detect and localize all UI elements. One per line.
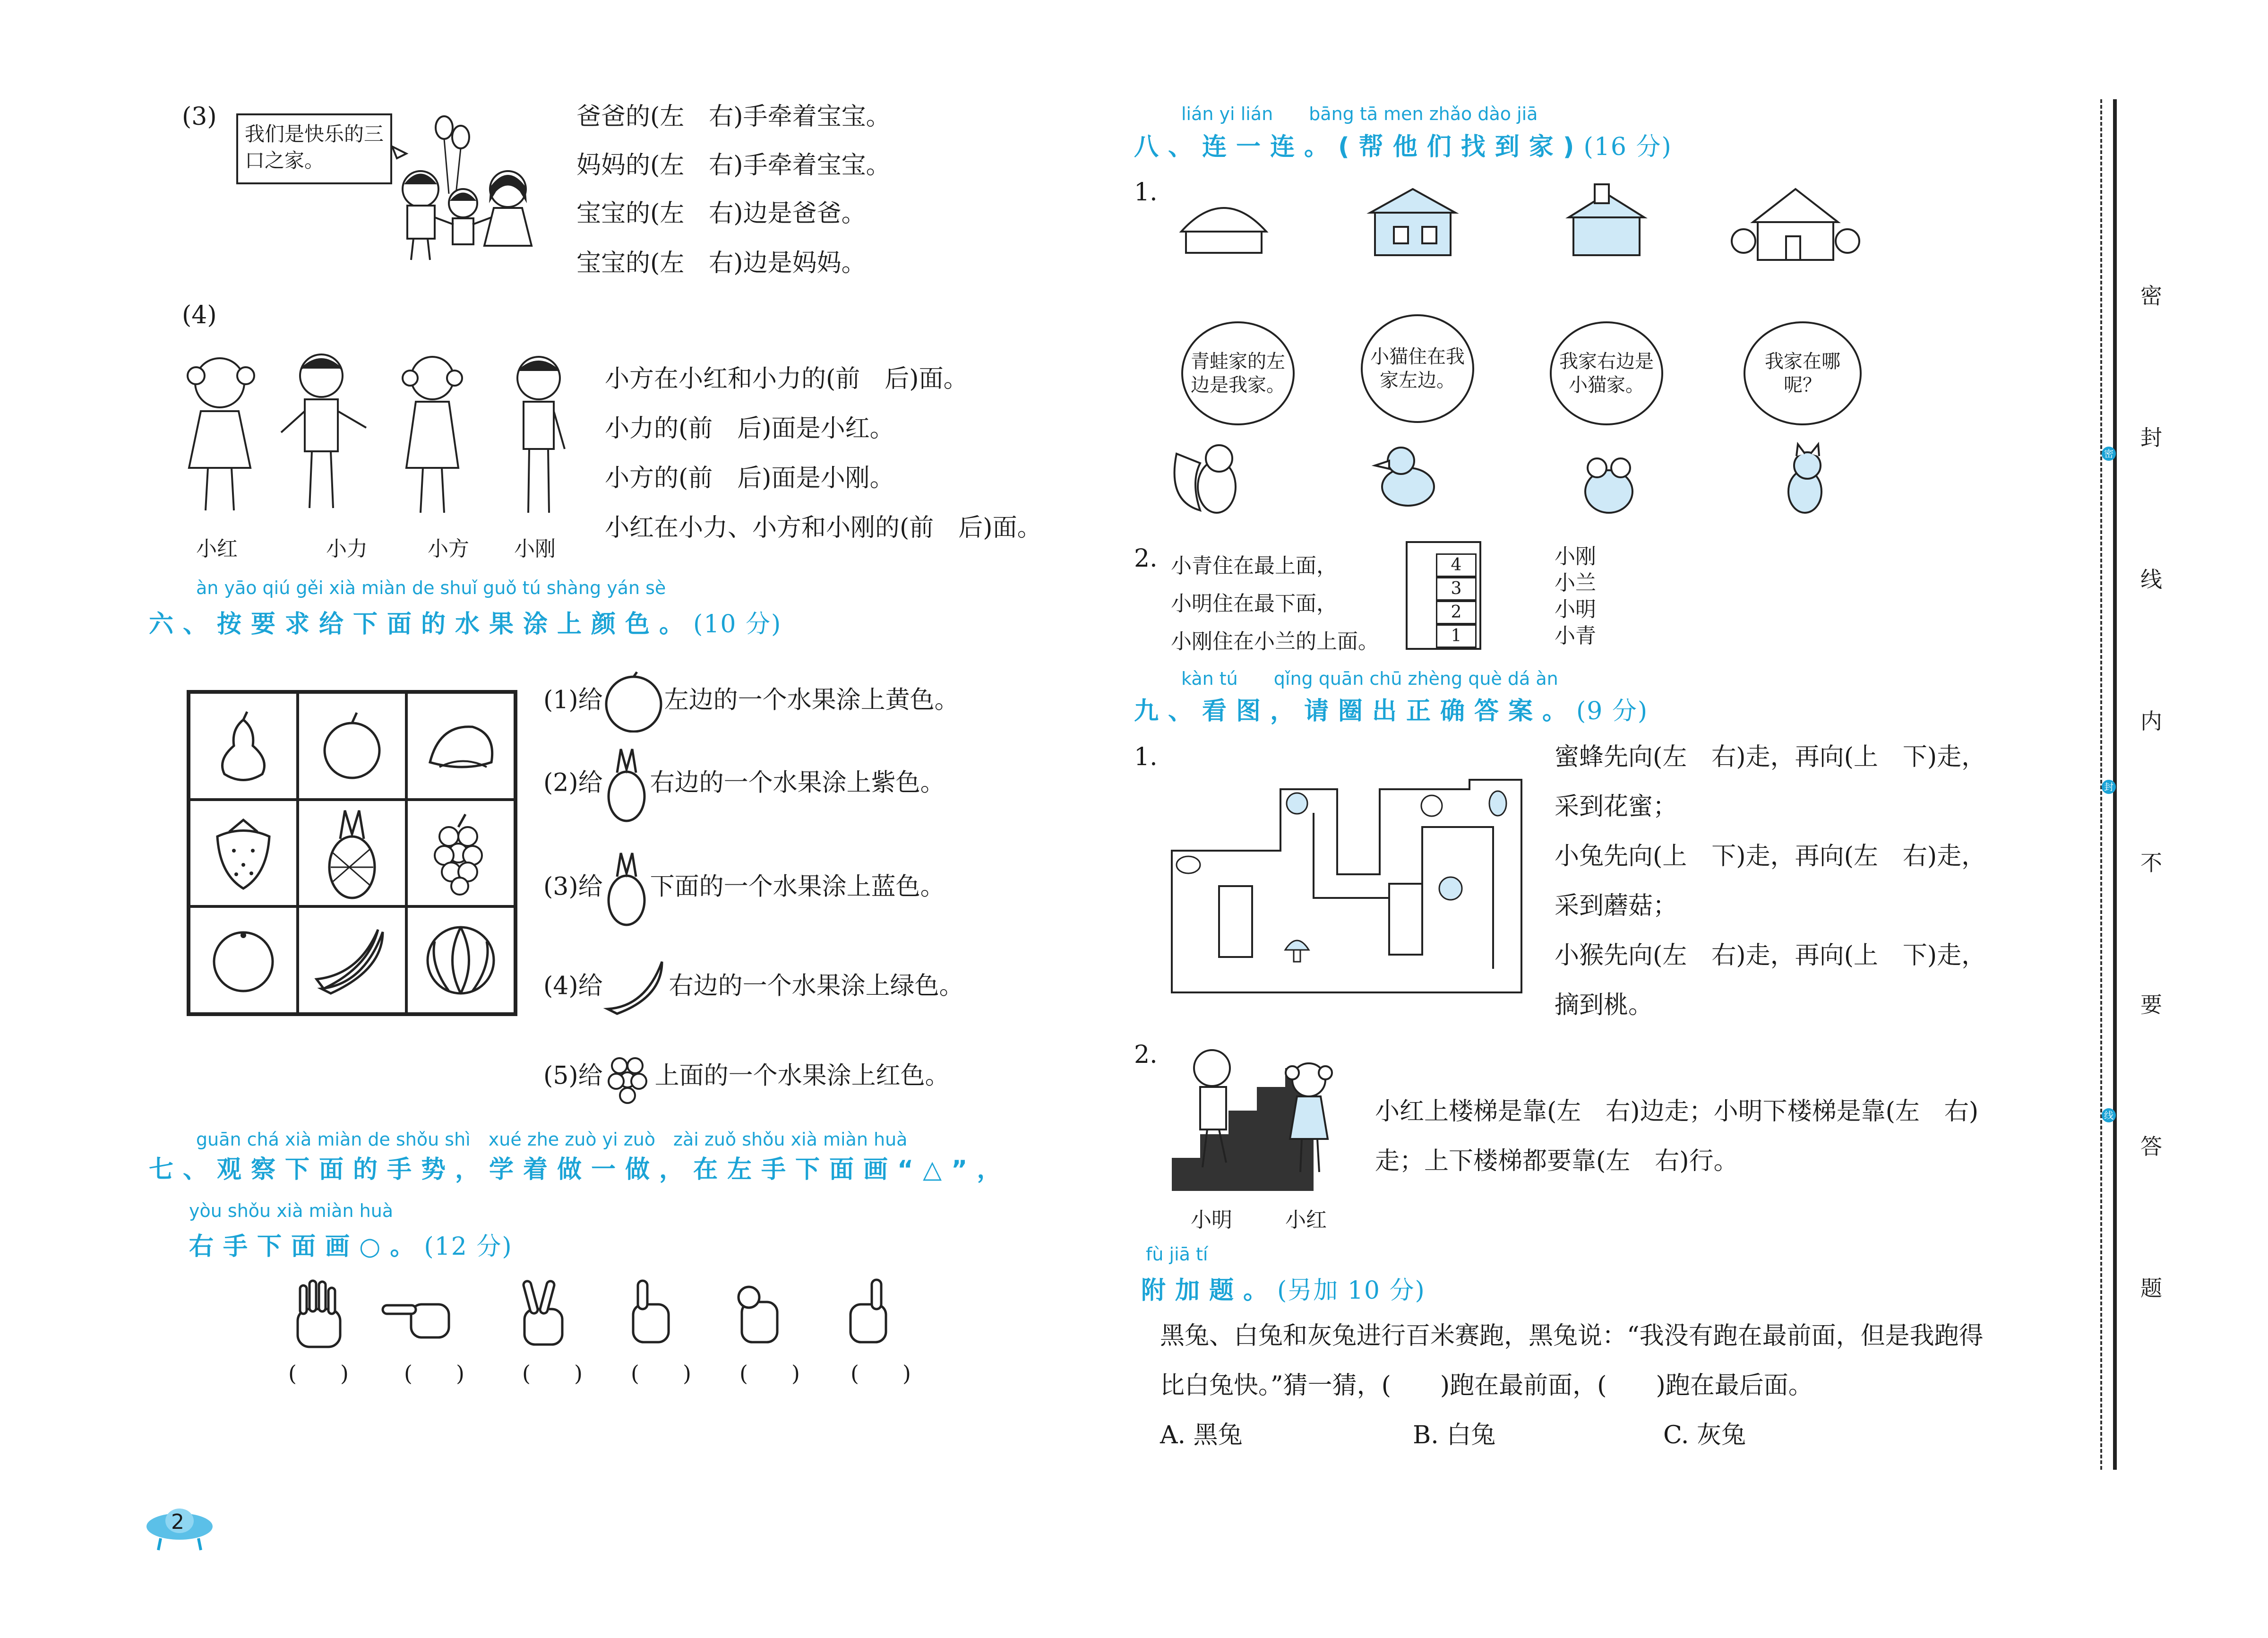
margin-char-8: 题 (2140, 1276, 2162, 1301)
extra-pinyin: fù jiā tí (1146, 1244, 1208, 1265)
resident-xiaoming[interactable]: 小明 (1555, 597, 1596, 621)
victory-hand-icon (523, 1280, 562, 1345)
gesture-answer-1[interactable]: ( ) (288, 1361, 349, 1386)
gesture-answer-5[interactable]: ( ) (739, 1361, 800, 1386)
blue-house-icon (1370, 189, 1455, 255)
s6-item-1-post: 左边的一个水果涂上黄色。 (664, 686, 959, 715)
s9-q1-line-6: 摘到桃。 (1555, 991, 1653, 1019)
page-number: 2 (171, 1510, 184, 1534)
hand-gestures-row (288, 1276, 940, 1352)
option-c[interactable]: C. 灰兔 (1663, 1421, 1746, 1449)
s9-q1-line-2: 采到花蜜； (1555, 793, 1678, 821)
gesture-answer-6[interactable]: ( ) (850, 1361, 911, 1386)
fruit-cell-watermelon[interactable] (406, 906, 515, 1014)
s8-score: (16 分) (1583, 133, 1672, 161)
s6-item-4-post: 右边的一个水果涂上绿色。 (669, 972, 964, 1000)
pointing-hand-icon (383, 1304, 449, 1337)
stairs-name-xiaohong: 小红 (1285, 1208, 1327, 1232)
banana-icon (603, 957, 669, 1018)
monkey-icon (1439, 877, 1462, 900)
floor-1: 1 (1436, 624, 1477, 648)
resident-names (1555, 543, 1596, 649)
s6-item-3 (543, 851, 945, 926)
gesture-answer-2[interactable]: ( ) (404, 1361, 464, 1386)
margin-char-5: 不 (2140, 850, 2162, 876)
fruit-cell-strawberry[interactable] (189, 800, 298, 907)
margin-char-3: 线 (2140, 567, 2162, 592)
s9-score: (9 分) (1576, 697, 1649, 725)
s8-q2-clues (1171, 547, 1379, 661)
s6-item-2 (543, 747, 945, 822)
seal-circle-2: 封 (2102, 780, 2116, 794)
banana-icon (312, 922, 392, 998)
animals-row (1172, 435, 1871, 525)
margin-char-1: 密 (2140, 283, 2162, 309)
s6-item-2-post: 右边的一个水果涂上紫色。 (650, 768, 945, 797)
s7-title-1: 七、观察下面的手势，学着做一做，在左手下面画“△”， (149, 1155, 1011, 1184)
q3-line-1: 爸爸的(左 右)手牵着宝宝。 (576, 103, 891, 131)
margin-char-6: 要 (2140, 992, 2162, 1017)
s6-item-3-pre: (3)给 (543, 872, 603, 901)
tower-house-icon (1569, 184, 1644, 255)
fruit-cell-apple[interactable] (298, 692, 406, 800)
extra-title-text: 附加题。 (1141, 1276, 1278, 1305)
fruit-cell-peach[interactable] (406, 692, 515, 800)
s9-q1-line-4: 采到蘑菇； (1555, 892, 1678, 920)
s6-item-4 (543, 957, 964, 1018)
cat-speech-bubble: 小猫住在我家左边。 (1361, 314, 1474, 423)
frog-icon (1585, 458, 1632, 513)
s7-title-2 (189, 1226, 513, 1262)
s6-item-1-pre: (1)给 (543, 686, 603, 715)
houses-row (1172, 180, 1881, 274)
resident-xiaoqing[interactable]: 小青 (1555, 624, 1596, 648)
grapes-icon (603, 1044, 655, 1111)
duck-icon (1375, 448, 1434, 506)
cat-icon (1788, 444, 1821, 513)
stairs-name-xiaoming: 小明 (1191, 1208, 1232, 1232)
s6-item-4-pre: (4)给 (543, 972, 603, 1000)
q4-line-2: 小力的(前 后)面是小红。 (605, 414, 894, 443)
s7-score: (12 分) (424, 1233, 513, 1261)
margin-char-4: 内 (2140, 708, 2162, 734)
s9-q2-line-2: 走；上下楼梯都要靠(左 右)行。 (1375, 1147, 1738, 1175)
q4-number: (4) (182, 301, 217, 329)
s8-title-text: 八、连一连。(帮他们找到家) (1134, 133, 1584, 161)
s8-q2-clue-1: 小青住在最上面， (1171, 554, 1337, 578)
stairs-illustration (1167, 1040, 1366, 1200)
s9-q1-line-1: 蜜蜂先向(左 右)走，再向(上 下)走， (1555, 743, 1986, 771)
floor-2: 2 (1436, 601, 1477, 624)
s9-q1-line-3: 小兔先向(上 下)走，再向(左 右)走， (1555, 842, 1986, 871)
q3-line-3: 宝宝的(左 右)边是爸爸。 (576, 199, 866, 228)
ok-hand-icon (739, 1287, 777, 1342)
kitten-speech-bubble: 我家在哪呢？ (1744, 321, 1862, 425)
s8-q2-number: 2. (1134, 544, 1158, 573)
name-xiaohong: 小红 (196, 537, 238, 561)
s8-q2-clue-3: 小刚住在小兰的上面。 (1171, 629, 1379, 654)
s6-title-text: 六、按要求给下面的水果涂上颜色。 (149, 610, 694, 638)
extra-title (1141, 1270, 1426, 1306)
seal-circle-3: 线 (2102, 1108, 2116, 1122)
peach-icon (421, 710, 501, 781)
fruit-cell-pineapple[interactable] (298, 800, 406, 907)
name-xiaoli: 小力 (326, 537, 368, 561)
fruit-grid (187, 690, 517, 1016)
s9-title-text: 九、看图，请圈出正确答案。 (1134, 697, 1577, 725)
fruit-cell-orange[interactable] (189, 906, 298, 1014)
s6-pinyin: àn yāo qiú gěi xià miàn de shuǐ guǒ tú shàng yán sè (196, 578, 666, 598)
option-b[interactable]: B. 白兔 (1413, 1421, 1496, 1449)
name-xiaogang: 小刚 (514, 537, 556, 561)
fruit-cell-banana[interactable] (298, 906, 406, 1014)
s8-q2-clue-2: 小明住在最下面， (1171, 592, 1337, 616)
s9-q1-number: 1. (1134, 743, 1158, 771)
margin-char-2: 封 (2140, 425, 2162, 450)
s6-item-1 (543, 671, 959, 733)
watermelon-icon (421, 920, 501, 1000)
frog-speech-bubble: 青蛙家的左边是我家。 (1181, 321, 1295, 425)
s6-score: (10 分) (693, 610, 782, 638)
cottage-house-icon (1732, 189, 1859, 260)
s8-title (1134, 127, 1672, 162)
squirrel-icon (1175, 445, 1236, 513)
margin-char-7: 答 (2140, 1134, 2162, 1159)
s9-q2-number: 2. (1134, 1041, 1158, 1069)
q3-line-4: 宝宝的(左 右)边是妈妈。 (576, 249, 866, 277)
flower-icon (1287, 793, 1307, 814)
open-hand-icon (298, 1281, 340, 1347)
gesture-answer-3[interactable]: ( ) (522, 1361, 583, 1386)
hut-house-icon (1181, 208, 1266, 253)
pear-icon (210, 708, 276, 784)
q4-line-4: 小红在小力、小方和小刚的(前 后)面。 (605, 514, 1042, 542)
s7-pinyin-1: guān chá xià miàn de shǒu shì xué zhe zuò yi zuò zài zuǒ shǒu xià miàn huà (196, 1129, 908, 1150)
gesture-answer-4[interactable]: ( ) (631, 1361, 691, 1386)
s6-item-5 (543, 1044, 950, 1111)
pineapple-icon (603, 747, 650, 822)
s7-pinyin-2: yòu shǒu xià miàn huà (189, 1200, 394, 1221)
family-speech-box: 我们是快乐的三口之家。 (236, 113, 392, 184)
apple-icon (603, 671, 664, 733)
q3-line-2: 妈妈的(左 右)手牵着宝宝。 (576, 151, 891, 180)
children-illustration (180, 350, 576, 539)
orange-icon (208, 925, 279, 996)
floor-4: 4 (1436, 553, 1477, 577)
apartment-building (1406, 541, 1481, 650)
bee-icon (1177, 856, 1200, 873)
fruit-cell-grapes[interactable] (406, 800, 515, 907)
thumbs-up-icon (633, 1281, 669, 1342)
s8-q1-number: 1. (1134, 178, 1158, 207)
q3-number: (3) (182, 103, 217, 131)
name-xiaofang: 小方 (428, 537, 469, 561)
resident-xiaogang[interactable]: 小刚 (1555, 544, 1596, 569)
extra-score: (另加 10 分) (1277, 1276, 1426, 1305)
s9-q1-line-5: 小猴先向(左 右)走，再向(上 下)走， (1555, 941, 1986, 970)
s9-title (1134, 691, 1648, 726)
s6-title (149, 604, 782, 639)
s6-item-5-pre: (5)给 (543, 1061, 603, 1090)
q4-line-1: 小方在小红和小力的(前 后)面。 (605, 365, 968, 393)
rabbit-icon (1489, 791, 1506, 816)
s8-pinyin: lián yi lián bāng tā men zhǎo dào jiā (1181, 103, 1538, 124)
duck-speech-bubble: 我家右边是小猫家。 (1550, 321, 1663, 425)
s6-item-5-post: 上面的一个水果涂上红色。 (654, 1061, 950, 1090)
seal-circle-1: 密 (2102, 447, 2116, 461)
q4-line-3: 小方的(前 后)面是小刚。 (605, 464, 894, 492)
s6-item-2-pre: (2)给 (543, 768, 603, 797)
extra-line-1: 黑兔、白兔和灰兔进行百米赛跑，黑兔说：“我没有跑在最前面，但是我跑得 (1160, 1322, 1984, 1350)
s9-q2-line-1: 小红上楼梯是靠(左 右)边走；小明下楼梯是靠(左 右) (1375, 1097, 1979, 1126)
family-illustration (378, 109, 548, 265)
grapes-icon (428, 810, 494, 896)
s9-pinyin: kàn tú qǐng quān chū zhèng què dá àn (1181, 668, 1558, 689)
pineapple-icon (321, 806, 383, 900)
pineapple-icon (603, 851, 650, 926)
peach-icon (1421, 795, 1442, 816)
s6-item-3-post: 下面的一个水果涂上蓝色。 (650, 872, 945, 901)
floor-3: 3 (1436, 577, 1477, 601)
apple-icon (317, 708, 387, 784)
resident-xiaolan[interactable]: 小兰 (1555, 571, 1596, 595)
s7-title-2-text: 右手下面画○。 (189, 1233, 424, 1261)
fruit-cell-pear[interactable] (189, 692, 298, 800)
strawberry-icon (208, 813, 279, 893)
thumbs-up-left-icon (850, 1280, 886, 1342)
option-a[interactable]: A. 黑兔 (1160, 1421, 1243, 1449)
maze-path-map (1167, 770, 1531, 997)
extra-line-2: 比白兔快。”猜一猜，( )跑在最前面，( )跑在最后面。 (1160, 1371, 1813, 1400)
